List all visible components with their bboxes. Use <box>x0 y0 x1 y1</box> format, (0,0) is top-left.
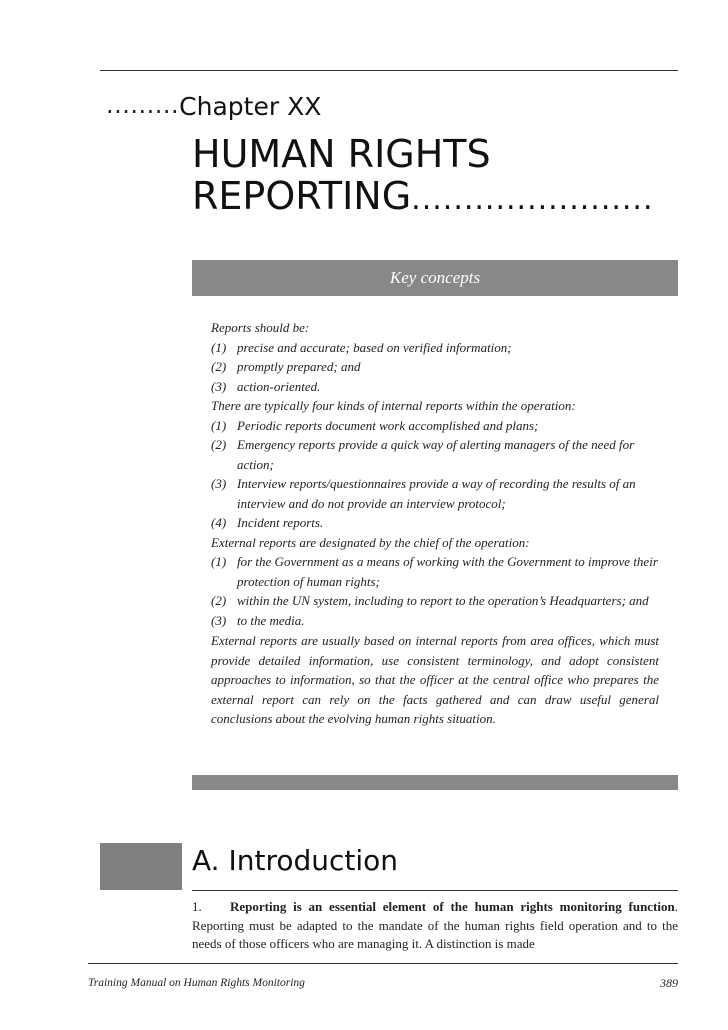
chapter-title-word: REPORTING <box>192 174 412 218</box>
list-text: precise and accurate; based on verified information; <box>237 339 512 355</box>
list-text: Interview reports/questionnaires provide a way of recording the results of an interview and do not provide an interview protocol; <box>237 476 636 511</box>
list-number: (4) <box>211 515 227 530</box>
list-text: within the UN system, including to report to the operation’s Headquarters; and <box>237 593 649 608</box>
list-item <box>211 611 659 631</box>
chapter-title-line-1: HUMAN RIGHTS <box>192 132 491 176</box>
list-text: to the media. <box>237 612 305 628</box>
list-number: (3) <box>211 612 227 628</box>
key-concepts-banner <box>192 260 678 296</box>
list-item <box>211 416 659 436</box>
paragraph-bold-lead: Reporting is an essential element of the human rights monitoring function <box>230 899 675 914</box>
list-number: (3) <box>211 476 227 491</box>
top-rule <box>100 70 678 71</box>
paragraph-text: . Reporting must be adapted to the mandate of the human rights field operation and to the needs of those officers who are managing it. A distinction is made <box>192 899 678 951</box>
list-text: promptly prepared; and <box>237 359 361 374</box>
list-number: (2) <box>211 593 227 608</box>
section-heading: A. Introduction <box>192 844 399 877</box>
list-item <box>211 357 659 377</box>
internal-reports-intro: There are typically four kinds of internal reports within the operation: <box>211 398 576 413</box>
list-item <box>211 474 659 513</box>
list-item <box>211 338 659 358</box>
list-item <box>211 513 659 533</box>
section-marker-box <box>100 843 182 890</box>
list-item <box>211 591 659 611</box>
chapter-label-line <box>106 92 406 132</box>
list-number: (2) <box>211 437 227 452</box>
leading-dots: ......... <box>106 91 180 119</box>
paragraph-number: 1. <box>192 899 202 914</box>
list-text: for the Government as a means of working with the Government to improve their protection of human rights; <box>237 554 658 589</box>
list-number: (2) <box>211 359 227 374</box>
list-number: (1) <box>211 417 227 433</box>
footer-rule <box>88 963 678 964</box>
list-text: Emergency reports provide a quick way of alerting managers of the need for action; <box>237 437 635 472</box>
list-number: (1) <box>211 339 227 355</box>
closing-paragraph: External reports are usually based on internal reports from area offices, which must provide detailed information, use consistent terminology, and adopt consistent approaches to information, so that the officer at the central office who prepares the external report can rely on the facts gathered and can draw useful general conclusions about the evolving human rights situation. <box>211 633 659 726</box>
chapter-title-line-2 <box>192 175 682 221</box>
external-reports-intro: External reports are designated by the chief of the operation: <box>211 534 530 550</box>
section-paragraph <box>192 898 678 954</box>
section-heading-rule <box>192 890 678 891</box>
page-number: 389 <box>660 976 678 990</box>
list-number: (1) <box>211 554 227 569</box>
key-concepts-heading: Key concepts <box>389 268 481 287</box>
chapter-label: Chapter XX <box>179 92 322 121</box>
list-number: (3) <box>211 378 227 394</box>
list-item <box>211 552 659 591</box>
chapter-title <box>192 133 682 221</box>
key-concepts-bottom-bar <box>192 775 678 790</box>
list-item <box>211 435 659 474</box>
list-text: action-oriented. <box>237 378 321 394</box>
list-item <box>211 377 659 397</box>
list-text: Periodic reports document work accomplished and plans; <box>237 417 539 433</box>
reports-intro: Reports should be: <box>211 320 310 335</box>
footer-book-title: Training Manual on Human Rights Monitoring <box>88 977 305 989</box>
key-concepts-content <box>211 318 659 729</box>
list-text: Incident reports. <box>237 515 324 530</box>
trailing-dots: ....................... <box>411 182 654 217</box>
